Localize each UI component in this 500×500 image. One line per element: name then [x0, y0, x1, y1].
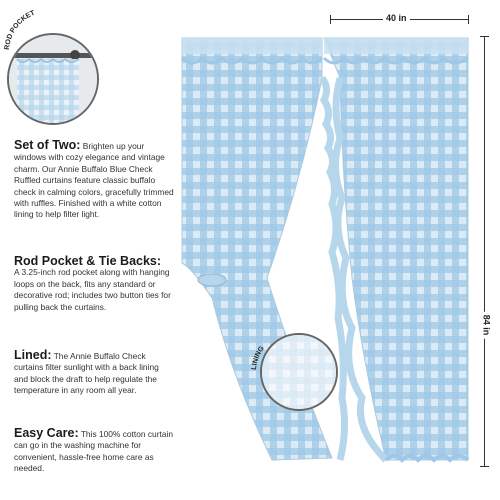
feature-heading: Easy Care: [14, 426, 79, 440]
rod-pocket-label [3, 6, 53, 56]
length-dimension-label: 84 in [481, 312, 491, 339]
feature-heading: Rod Pocket & Tie Backs: [14, 254, 162, 268]
width-dimension-tick-right [468, 15, 469, 24]
length-dimension-tick-bottom [480, 466, 489, 467]
svg-text:LINING: LINING [250, 345, 266, 371]
feature-set-of-two [14, 140, 174, 221]
feature-description: The Annie Buffalo Check curtains filter sunlight with a back lining and block the draft to help regulate the temperature in any room all year. [14, 351, 159, 396]
length-dimension-tick-top [480, 36, 489, 37]
feature-easy-care [14, 428, 174, 475]
feature-description: Brighten up your windows with cozy elegance and vintage charm. Our Annie Buffalo Blue Check Ruffled curtains feature classic buffalo check in calming colors, gracefully trimmed with ruffles. Finished with a white cotton lining to help filter light. [14, 141, 174, 220]
length-dimension-line [484, 36, 485, 466]
feature-description: This 100% cotton curtain can go in the washing machine for convenient, hassle-free home care as needed. [14, 429, 173, 474]
feature-rod-pocket [14, 256, 174, 313]
width-dimension-label: 40 in [383, 13, 410, 23]
feature-lined [14, 350, 174, 397]
feature-heading: Lined: [14, 348, 52, 362]
svg-text:ROD POCKET: ROD POCKET [3, 9, 36, 51]
width-dimension-tick-left [330, 15, 331, 24]
feature-heading: Set of Two: [14, 138, 81, 152]
feature-description: A 3.25-inch rod pocket along with hanging loops on the back, fits any standard or decorative rod; includes two button ties for pulling back the curtains. [14, 267, 171, 312]
lining-label [248, 326, 298, 376]
